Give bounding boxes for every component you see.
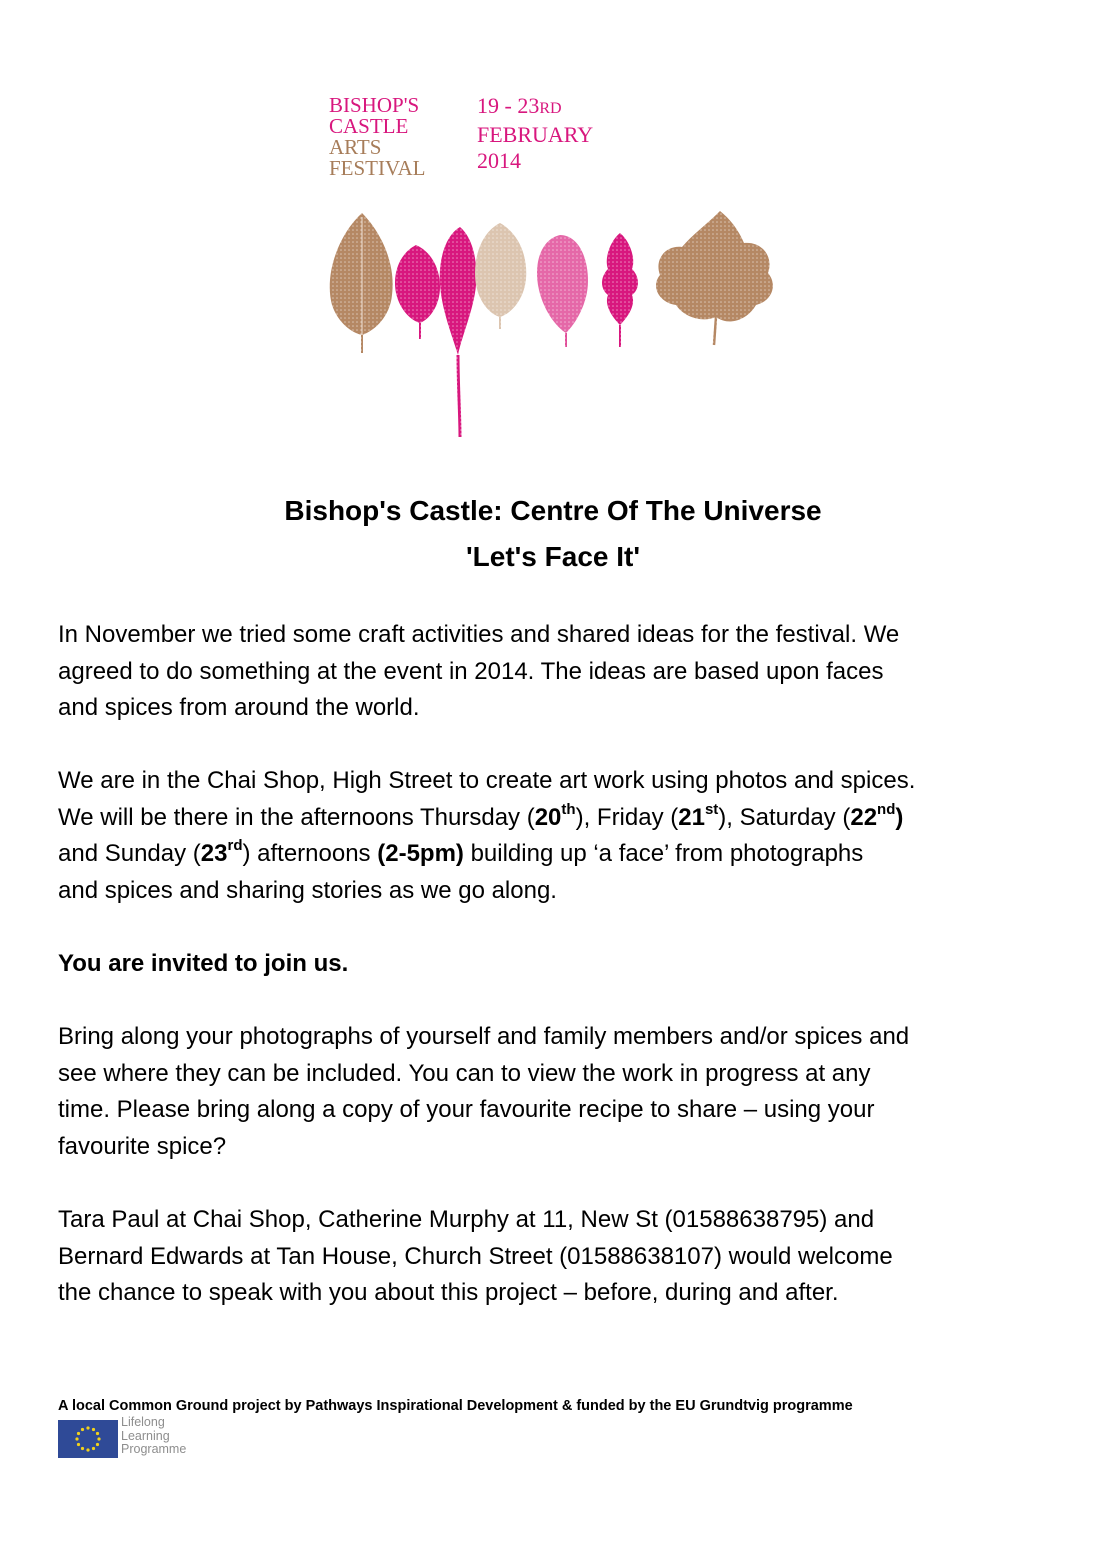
logo-line-arts: ARTS (329, 135, 382, 159)
llp-line: Learning (121, 1428, 170, 1443)
llp-line: Programme (121, 1442, 187, 1456)
logo-line-castle: CASTLE (329, 114, 409, 138)
invitation-line (58, 946, 1058, 983)
page-title: Bishop's Castle: Centre Of The Universe (284, 495, 822, 526)
page-subtitle: 'Let's Face It' (465, 541, 641, 572)
text-line: time. Please bring along a copy of your favourite recipe to share – using your (58, 1096, 875, 1123)
logo-date-year: 2014 (477, 148, 521, 173)
logo-line-bishops: BISHOP'S (329, 93, 420, 117)
festival-dates-logo (477, 93, 593, 174)
lifelong-learning-programme-logo (121, 1416, 186, 1457)
eu-flag-icon (58, 1420, 118, 1458)
logo-date-month: FEBRUARY (477, 122, 594, 147)
logo-line-festival: FESTIVAL (329, 156, 426, 180)
intro-paragraph (58, 617, 1058, 727)
footer-credit: A local Common Ground project by Pathways Inspirational Development & funded by the EU Grundtvig programme (58, 1398, 853, 1414)
festival-name-logo (329, 95, 425, 179)
llp-line: Lifelong (121, 1415, 165, 1429)
schedule-paragraph (58, 763, 1058, 909)
text-line: You are invited to join us. (58, 950, 349, 977)
text-line: Tara Paul at Chai Shop, Catherine Murphy at 11, New St (01588638795) and (58, 1206, 875, 1233)
contacts-paragraph (58, 1202, 1058, 1312)
text-line: see where they can be included. You can to view the work in progress at any (58, 1059, 871, 1087)
text-line: Bring along your photographs of yourself and family members and/or spices and (58, 1023, 910, 1050)
leaf-prints-illustration (320, 205, 790, 445)
bring-along-paragraph (58, 1019, 1058, 1165)
text-line: the chance to speak with you about this project – before, during and after. (58, 1279, 839, 1306)
text-line: In November we tried some craft activities and shared ideas for the festival. We (58, 621, 900, 648)
text-line: Bernard Edwards at Tan House, Church Street (01588638107) would welcome (58, 1242, 893, 1270)
text-line: and spices and sharing stories as we go along. (58, 876, 557, 904)
text-line: We are in the Chai Shop, High Street to create art work using photos and spices. (58, 767, 916, 794)
text-line: and Sunday (23rd) afternoons (2-5pm) building up ‘a face’ from photographs (58, 837, 864, 867)
text-line: agreed to do something at the event in 2014. The ideas are based upon faces (58, 657, 884, 685)
logo-date-days: 19 - 23RD (477, 93, 562, 118)
text-line: We will be there in the afternoons Thursday (20th), Friday (21st), Saturday (22nd) (58, 800, 904, 831)
text-line: and spices from around the world. (58, 694, 420, 721)
text-line: favourite spice? (58, 1132, 227, 1160)
